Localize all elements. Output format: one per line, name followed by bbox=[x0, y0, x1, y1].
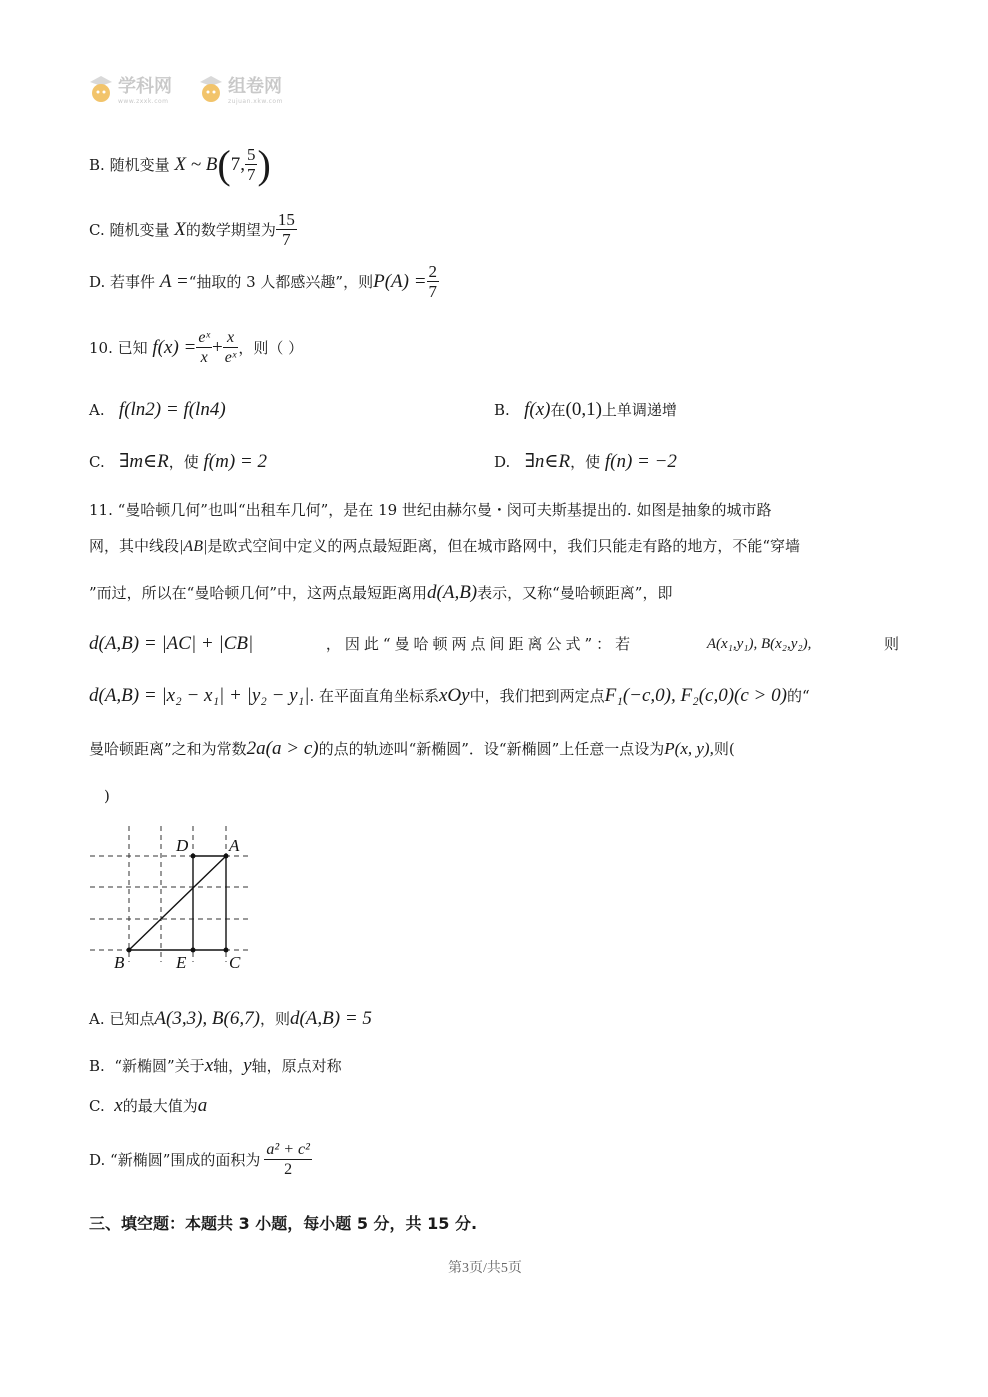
text: 则 bbox=[883, 635, 899, 653]
distance-formula: d(A,B) = |AC| + |CB| bbox=[89, 633, 254, 654]
fraction-denominator: 2 bbox=[284, 1161, 293, 1178]
question-number: 10. 已知 bbox=[89, 338, 148, 357]
text: 网，其中线段 bbox=[89, 537, 180, 555]
probability: P(A) = bbox=[373, 270, 427, 292]
option-text: 上单调递增 bbox=[601, 401, 677, 419]
label-e: E bbox=[176, 953, 187, 972]
label-c: C bbox=[229, 953, 241, 972]
q11-option-a bbox=[89, 1009, 372, 1029]
q11-option-d bbox=[89, 1140, 312, 1179]
text: ，因此“曼哈顿两点间距离公式”：若 bbox=[325, 635, 635, 653]
text: ”而过，所以在“曼哈顿几何”中，这两点最短距离用 bbox=[89, 584, 428, 602]
option-label: A. bbox=[89, 401, 105, 419]
logo-zujuan bbox=[198, 72, 283, 105]
option-text: ，使 bbox=[570, 453, 601, 471]
section-heading: 三、填空题：本题共 3 小题，每小题 5 分，共 15 分. bbox=[89, 1214, 478, 1233]
manhattan-distance: d(A,B) bbox=[427, 582, 478, 603]
label-a: A bbox=[229, 836, 240, 855]
option-expression: ∃n∈R bbox=[524, 451, 571, 472]
option-text: ，则 bbox=[259, 1010, 290, 1028]
option-label: B. bbox=[89, 1057, 105, 1075]
event: A = bbox=[159, 270, 189, 292]
q11-option-c bbox=[89, 1096, 207, 1116]
q10-stem bbox=[89, 328, 303, 367]
logo-icon bbox=[88, 74, 114, 104]
fraction-denominator: 7 bbox=[428, 282, 438, 301]
constant: 2a(a > c) bbox=[246, 738, 319, 759]
q11-option-b bbox=[89, 1056, 342, 1076]
q10-option-d bbox=[494, 452, 677, 472]
q11-line-3 bbox=[89, 583, 672, 603]
q11-line-4 bbox=[89, 634, 899, 654]
text: 中，我们把到两定点 bbox=[469, 687, 605, 705]
variable: y bbox=[243, 1055, 252, 1076]
option-text: 若事件 bbox=[110, 272, 156, 291]
option-text: “抽取的 3 人都感兴趣”，则 bbox=[188, 272, 374, 291]
q11-line-5 bbox=[89, 686, 810, 706]
option-text: 随机变量 bbox=[109, 155, 170, 174]
option-text: 的最大值为 bbox=[122, 1097, 198, 1115]
option-expression: f(x) bbox=[524, 399, 551, 420]
fraction-numerator: 15 bbox=[277, 210, 295, 229]
binomial-n: 7, bbox=[230, 153, 245, 175]
q10-option-a bbox=[89, 400, 226, 420]
option-text: 在 bbox=[550, 401, 566, 419]
variable: x bbox=[114, 1095, 123, 1116]
q10-option-c bbox=[89, 452, 267, 472]
text: 的“ bbox=[786, 687, 810, 705]
q9-option-d bbox=[89, 262, 439, 301]
option-label: B. bbox=[89, 155, 105, 174]
variable: a bbox=[197, 1095, 208, 1116]
points: A(x₁,y₁), B(x₂,y₂), bbox=[706, 636, 812, 652]
option-text: 轴，原点对称 bbox=[251, 1057, 342, 1075]
q11-line-1: 11. “曼哈顿几何”也叫“出租车几何”，是在 19 世纪由赫尔曼・闵可夫斯基提出的. 如图是抽象的城市路 bbox=[89, 501, 772, 519]
option-text: ，使 bbox=[168, 453, 199, 471]
variable: X bbox=[174, 218, 186, 240]
option-label: D. bbox=[89, 272, 106, 291]
option-expression: f(ln2) = f(ln4) bbox=[118, 399, 226, 420]
question-suffix: ，则（ ） bbox=[238, 338, 304, 357]
option-label: C. bbox=[89, 220, 105, 239]
variable: x bbox=[204, 1055, 214, 1076]
option-label: A. bbox=[89, 1010, 105, 1028]
option-expression: ∃m∈R bbox=[119, 451, 169, 472]
text: . 在平面直角坐标系 bbox=[309, 687, 439, 705]
page-number: 第3页/共5页 bbox=[448, 1261, 522, 1276]
figure-segments bbox=[129, 856, 226, 950]
foci: F₁(−c,0), F₂(c,0)(c > 0) bbox=[604, 685, 787, 706]
text: 曼哈顿距离”之和为常数 bbox=[89, 740, 247, 758]
fraction-numerator: x bbox=[223, 328, 239, 348]
interval: (0,1) bbox=[565, 399, 602, 420]
q9-option-c bbox=[89, 210, 297, 249]
option-text: 随机变量 bbox=[109, 220, 170, 239]
function: f(x) = bbox=[152, 336, 197, 358]
option-expression: d(A,B) = 5 bbox=[289, 1008, 372, 1029]
point-p: P(x, y), bbox=[664, 739, 714, 758]
segment-ab: |AB| bbox=[179, 538, 208, 555]
option-label: C. bbox=[89, 1097, 105, 1115]
q11-line-7: ) bbox=[104, 787, 110, 805]
text: 则( bbox=[713, 740, 735, 758]
option-text: “新椭圆”围成的面积为 bbox=[110, 1150, 261, 1169]
logo-url: www.zxxk.com bbox=[118, 98, 169, 105]
manhattan-grid-figure bbox=[88, 822, 258, 977]
option-label: D. bbox=[494, 453, 511, 471]
fraction-numerator: 2 bbox=[428, 262, 438, 281]
label-d: D bbox=[176, 836, 189, 855]
fraction-numerator: a² + c² bbox=[266, 1141, 310, 1158]
logo-name: 学科网 bbox=[118, 76, 172, 97]
distance-formula: d(A,B) = |x₂ − x₁| + |y₂ − y₁| bbox=[89, 685, 310, 706]
option-label: D. bbox=[89, 1150, 106, 1169]
option-label: B. bbox=[494, 401, 510, 419]
distribution: ~ B bbox=[190, 153, 218, 175]
q11-line-6 bbox=[89, 739, 735, 759]
fraction-numerator: eˣ bbox=[198, 329, 210, 346]
variable: X bbox=[174, 153, 186, 175]
logo-xueke bbox=[88, 72, 172, 105]
option-expression: f(n) = −2 bbox=[604, 451, 677, 472]
option-label: C. bbox=[89, 453, 105, 471]
logo-icon bbox=[198, 74, 224, 104]
points: A(3,3), B(6,7) bbox=[154, 1008, 260, 1029]
label-b: B bbox=[114, 953, 125, 972]
plus-sign: + bbox=[211, 336, 223, 358]
text: 的点的轨迹叫“新椭圆”．设“新椭圆”上任意一点设为 bbox=[318, 740, 665, 758]
fraction-denominator: x bbox=[200, 349, 208, 366]
text: 表示，又称“曼哈顿距离”，即 bbox=[477, 584, 673, 602]
logo-name: 组卷网 bbox=[228, 76, 282, 97]
q9-option-b: B. 随机变量 X ~ B ( 7, $\frac{5}{7}$ ) bbox=[89, 141, 271, 187]
option-text: “新椭圆”关于 bbox=[114, 1057, 205, 1075]
grid-lines bbox=[90, 826, 248, 962]
fraction-numerator: 5 bbox=[246, 145, 256, 164]
option-text: 已知点 bbox=[109, 1010, 155, 1028]
logo-url: zujuan.xkw.com bbox=[228, 98, 283, 105]
option-expression: f(m) = 2 bbox=[203, 451, 268, 472]
fraction-denominator: eˣ bbox=[224, 349, 237, 366]
option-text: 的数学期望为 bbox=[185, 220, 276, 239]
q10-option-b bbox=[494, 400, 677, 420]
fraction-denominator: 7 bbox=[282, 230, 291, 249]
coordinate-system: xOy bbox=[439, 685, 470, 706]
fraction-denominator: 7 bbox=[246, 165, 256, 184]
q11-line-2 bbox=[89, 536, 800, 557]
text: 是欧式空间中定义的两点最短距离，但在城市路网中，我们只能走有路的地方，不能“穿墙 bbox=[207, 537, 801, 555]
option-text: 轴， bbox=[213, 1057, 244, 1075]
